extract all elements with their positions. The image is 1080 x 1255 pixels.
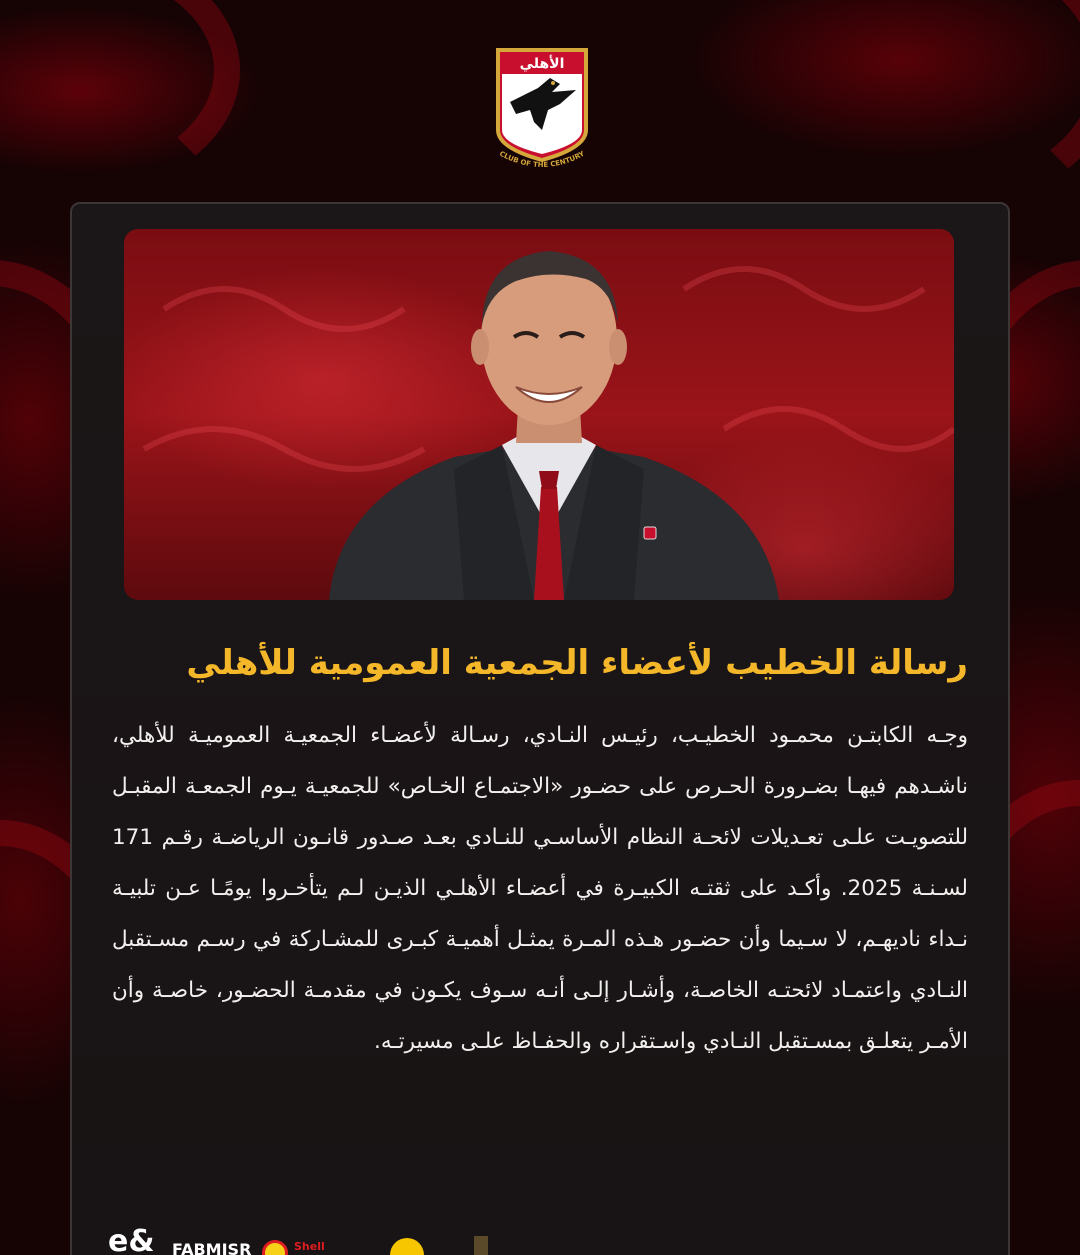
club-name-text: الأهلي: [519, 56, 565, 72]
announcement-body: وجـه الكابتـن محمـود الخطيـب، رئيـس النـادي، رسـالة لأعضـاء الجمعيـة العموميـة للأهلي، ناشـدهم فيهـا بضـرورة الحـرص على حضـور «الاجتمـاع الخـاص» للجمعيـة يـوم الجمعـة المقبـل للتصويـت علـى تعـديلات لائحـة النظام الأساسـي للنـادي بعـد صـدور قانـون الرياضـة رقـم 171 لسـنـة 2025. وأكـد على ثقتـه الكبيـرة في أعضـاء الأهلـي الذيـن لـم يتأخـروا يومًـا عـن تلبيـة نـداء ناديهـم، لا سـيما وأن حضـور هـذه المـرة يمثـل أهميـة كبـرى للمشـاركة في رسـم مسـتقبل النـادي واعتمـاد لائحتـه الخاصـة، وأشـار إلـى أنـه سـوف يكـون في مقدمـة الحضـور، خاصـة وأن الأمـر يتعلـق بمسـتقبل النـادي واسـتقراره والحفـاظ علـى مسيرتـه.: [112, 723, 968, 1054]
club-ring-text: CLUB OF THE CENTURY: [498, 149, 586, 170]
announcement-title: رسالة الخطيب لأعضاء الجمعية العمومية للأهلي: [186, 643, 968, 683]
sponsor-shell-icon: [262, 1240, 288, 1255]
sponsor-fabmisr-logo: FABMISR: [172, 1240, 252, 1255]
crest-name-text: AL AHLY: [523, 135, 561, 144]
sponsors-strip: [100, 1222, 980, 1255]
sponsor-etisalat-logo: e&: [108, 1224, 155, 1255]
background-swirl: [700, 0, 1080, 220]
club-logo: [490, 44, 594, 176]
background-swirl: [0, 0, 240, 200]
person-photo: [124, 229, 954, 600]
sponsor-5-icon: [474, 1236, 488, 1255]
sponsor-4-icon: [390, 1238, 424, 1255]
sponsor-shell-logo: Shell: [294, 1240, 325, 1253]
crest-year-text: 1907: [532, 145, 552, 153]
